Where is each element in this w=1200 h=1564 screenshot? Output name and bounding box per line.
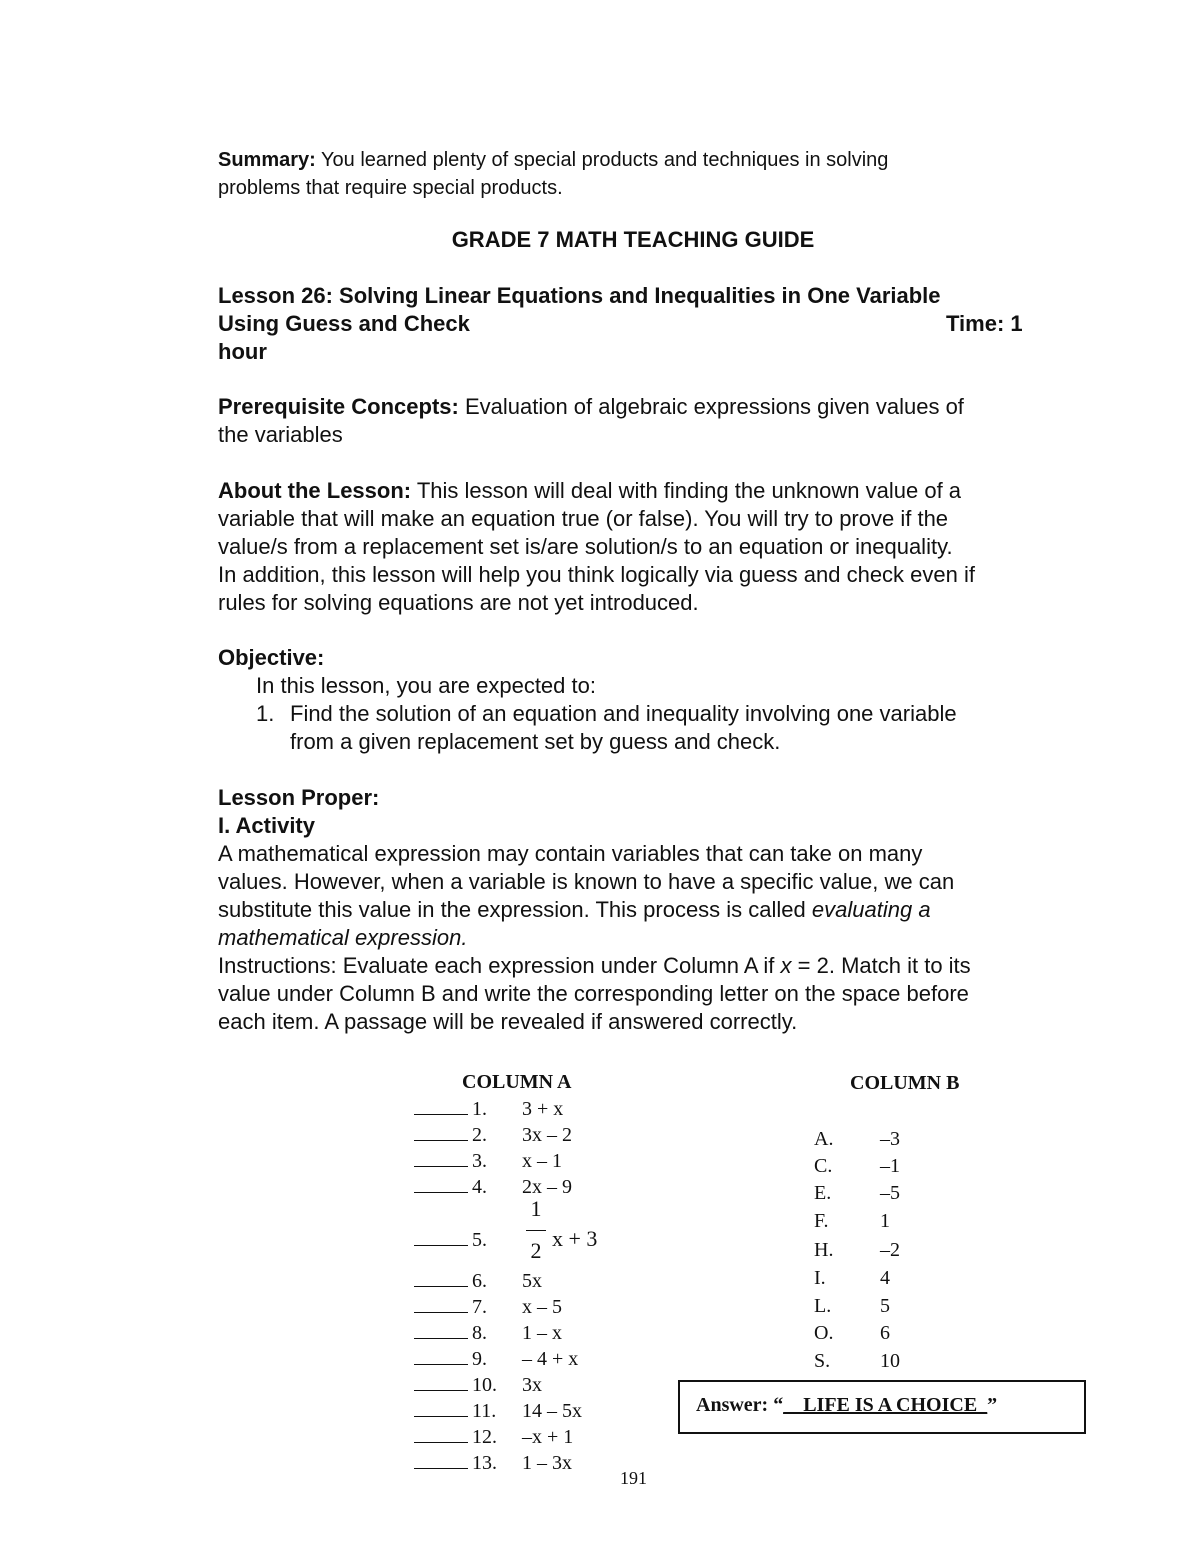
list-item: H. –2	[814, 1239, 900, 1261]
answer-blank[interactable]	[414, 1268, 468, 1287]
instructions-line1b: = 2. Match it to its	[791, 953, 971, 978]
list-item: 8. 1 – x	[414, 1320, 562, 1346]
prerequisite-line2: the variables	[218, 422, 343, 447]
answer-close: ”	[987, 1394, 998, 1416]
summary-line1: You learned plenty of special products and techniques in solving	[315, 149, 889, 171]
answer-box	[678, 1380, 1086, 1434]
lesson-title	[218, 282, 1068, 366]
lesson-proper-section	[218, 784, 1068, 1036]
about-line2: variable that will make an equation true (or false). You will try to prove if the	[218, 506, 949, 531]
list-item: 12. –x + 1	[414, 1424, 573, 1450]
lesson-title-line1: Lesson 26: Solving Linear Equations and Inequalities in One Variable	[218, 283, 941, 308]
objective-label: Objective:	[218, 645, 325, 670]
page-number: 191	[620, 1468, 647, 1488]
summary-label: Summary:	[218, 149, 316, 171]
list-item: A. –3	[814, 1128, 900, 1150]
objective-item-line2: from a given replacement set by guess and check.	[290, 729, 781, 754]
fraction-numerator: 1	[530, 1196, 542, 1221]
list-item: 10. 3x	[414, 1372, 542, 1398]
instructions-var: x	[780, 953, 792, 978]
instructions-line1a: Instructions: Evaluate each expression under Column A if	[218, 953, 781, 978]
list-item: O. 6	[814, 1322, 890, 1344]
answer-blank[interactable]	[414, 1346, 468, 1365]
objective-item-line1: Find the solution of an equation and inequality involving one variable	[290, 701, 957, 726]
activity-line2: values. However, when a variable is known to have a specific value, we can	[218, 869, 955, 894]
answer-blank[interactable]	[414, 1450, 468, 1469]
list-item: L. 5	[814, 1295, 890, 1317]
answer-blank[interactable]	[414, 1174, 468, 1193]
answer-blank[interactable]	[414, 1148, 468, 1167]
objective-item-num: 1.	[256, 701, 275, 726]
answer-blank[interactable]	[414, 1398, 468, 1417]
list-item: C. –1	[814, 1155, 900, 1177]
instructions-line2: value under Column B and write the corresponding letter on the space before	[218, 981, 969, 1006]
list-item: 6. 5x	[414, 1268, 542, 1294]
answer-blank[interactable]	[414, 1294, 468, 1313]
column-b-header: COLUMN B	[850, 1072, 960, 1094]
about-section	[218, 477, 1068, 617]
lesson-proper-label: Lesson Proper:	[218, 785, 380, 810]
instructions-line3: each item. A passage will be revealed if answered correctly.	[218, 1009, 798, 1034]
about-line4: In addition, this lesson will help you think logically via guess and check even if	[218, 562, 975, 587]
summary-line2: problems that require special products.	[218, 177, 563, 199]
list-item: I. 4	[814, 1267, 890, 1289]
list-item: E. –5	[814, 1182, 900, 1204]
list-item: 7. x – 5	[414, 1294, 562, 1320]
about-label: About the Lesson:	[218, 478, 412, 503]
prerequisite-label: Prerequisite Concepts:	[218, 394, 459, 419]
about-line1: This lesson will deal with finding the unknown value of a	[411, 478, 962, 503]
column-a-header: COLUMN A	[462, 1071, 572, 1093]
fraction-denominator: 2	[530, 1238, 542, 1263]
list-item: 2. 3x – 2	[414, 1122, 572, 1148]
list-item: 11. 14 – 5x	[414, 1398, 582, 1424]
answer-blank[interactable]	[414, 1320, 468, 1339]
lesson-title-line2: Using Guess and Check	[218, 311, 470, 336]
answer-blank[interactable]	[414, 1122, 468, 1141]
objective-intro: In this lesson, you are expected to:	[256, 673, 596, 698]
about-line3: value/s from a replacement set is/are solution/s to an equation or inequality.	[218, 534, 953, 559]
lesson-title-line3: hour	[218, 339, 267, 364]
prerequisite-section	[218, 393, 1068, 449]
prerequisite-line1: Evaluation of algebraic expressions given values of	[458, 394, 964, 419]
fraction-bar	[526, 1230, 546, 1231]
activity-line1: A mathematical expression may contain variables that can take on many	[218, 841, 923, 866]
objective-section	[218, 644, 1068, 756]
activity-line3: substitute this value in the expression. This process is called	[218, 897, 812, 922]
answer-blank[interactable]	[414, 1096, 468, 1115]
list-item: 4. 2x – 9	[414, 1174, 572, 1200]
list-item: 1. 3 + x	[414, 1096, 563, 1122]
answer-blank[interactable]	[414, 1227, 468, 1246]
answer-blank[interactable]	[414, 1372, 468, 1391]
list-item: 3. x – 1	[414, 1148, 562, 1174]
answer-blank[interactable]	[414, 1424, 468, 1443]
time-label: Time: 1	[946, 311, 1023, 336]
answer-label: Answer: “	[696, 1394, 784, 1416]
page-title: GRADE 7 MATH TEACHING GUIDE	[451, 227, 815, 252]
clipped-row	[780, 1348, 980, 1370]
list-item: F. 1	[814, 1210, 890, 1232]
list-item: 5. x + 3	[414, 1226, 597, 1252]
summary	[218, 146, 1068, 202]
list-item: 13. 1 – 3x	[414, 1450, 572, 1476]
activity-heading: I. Activity	[218, 813, 315, 838]
answer-text	[696, 1394, 997, 1417]
activity-line4: mathematical expression.	[218, 925, 468, 950]
about-line5: rules for solving equations are not yet introduced.	[218, 590, 699, 615]
answer-value: __LIFE IS A CHOICE_	[783, 1394, 988, 1416]
activity-line3-italic: evaluating a	[811, 897, 931, 922]
list-item: S. 10	[814, 1350, 900, 1370]
list-item: 9. – 4 + x	[414, 1346, 578, 1372]
